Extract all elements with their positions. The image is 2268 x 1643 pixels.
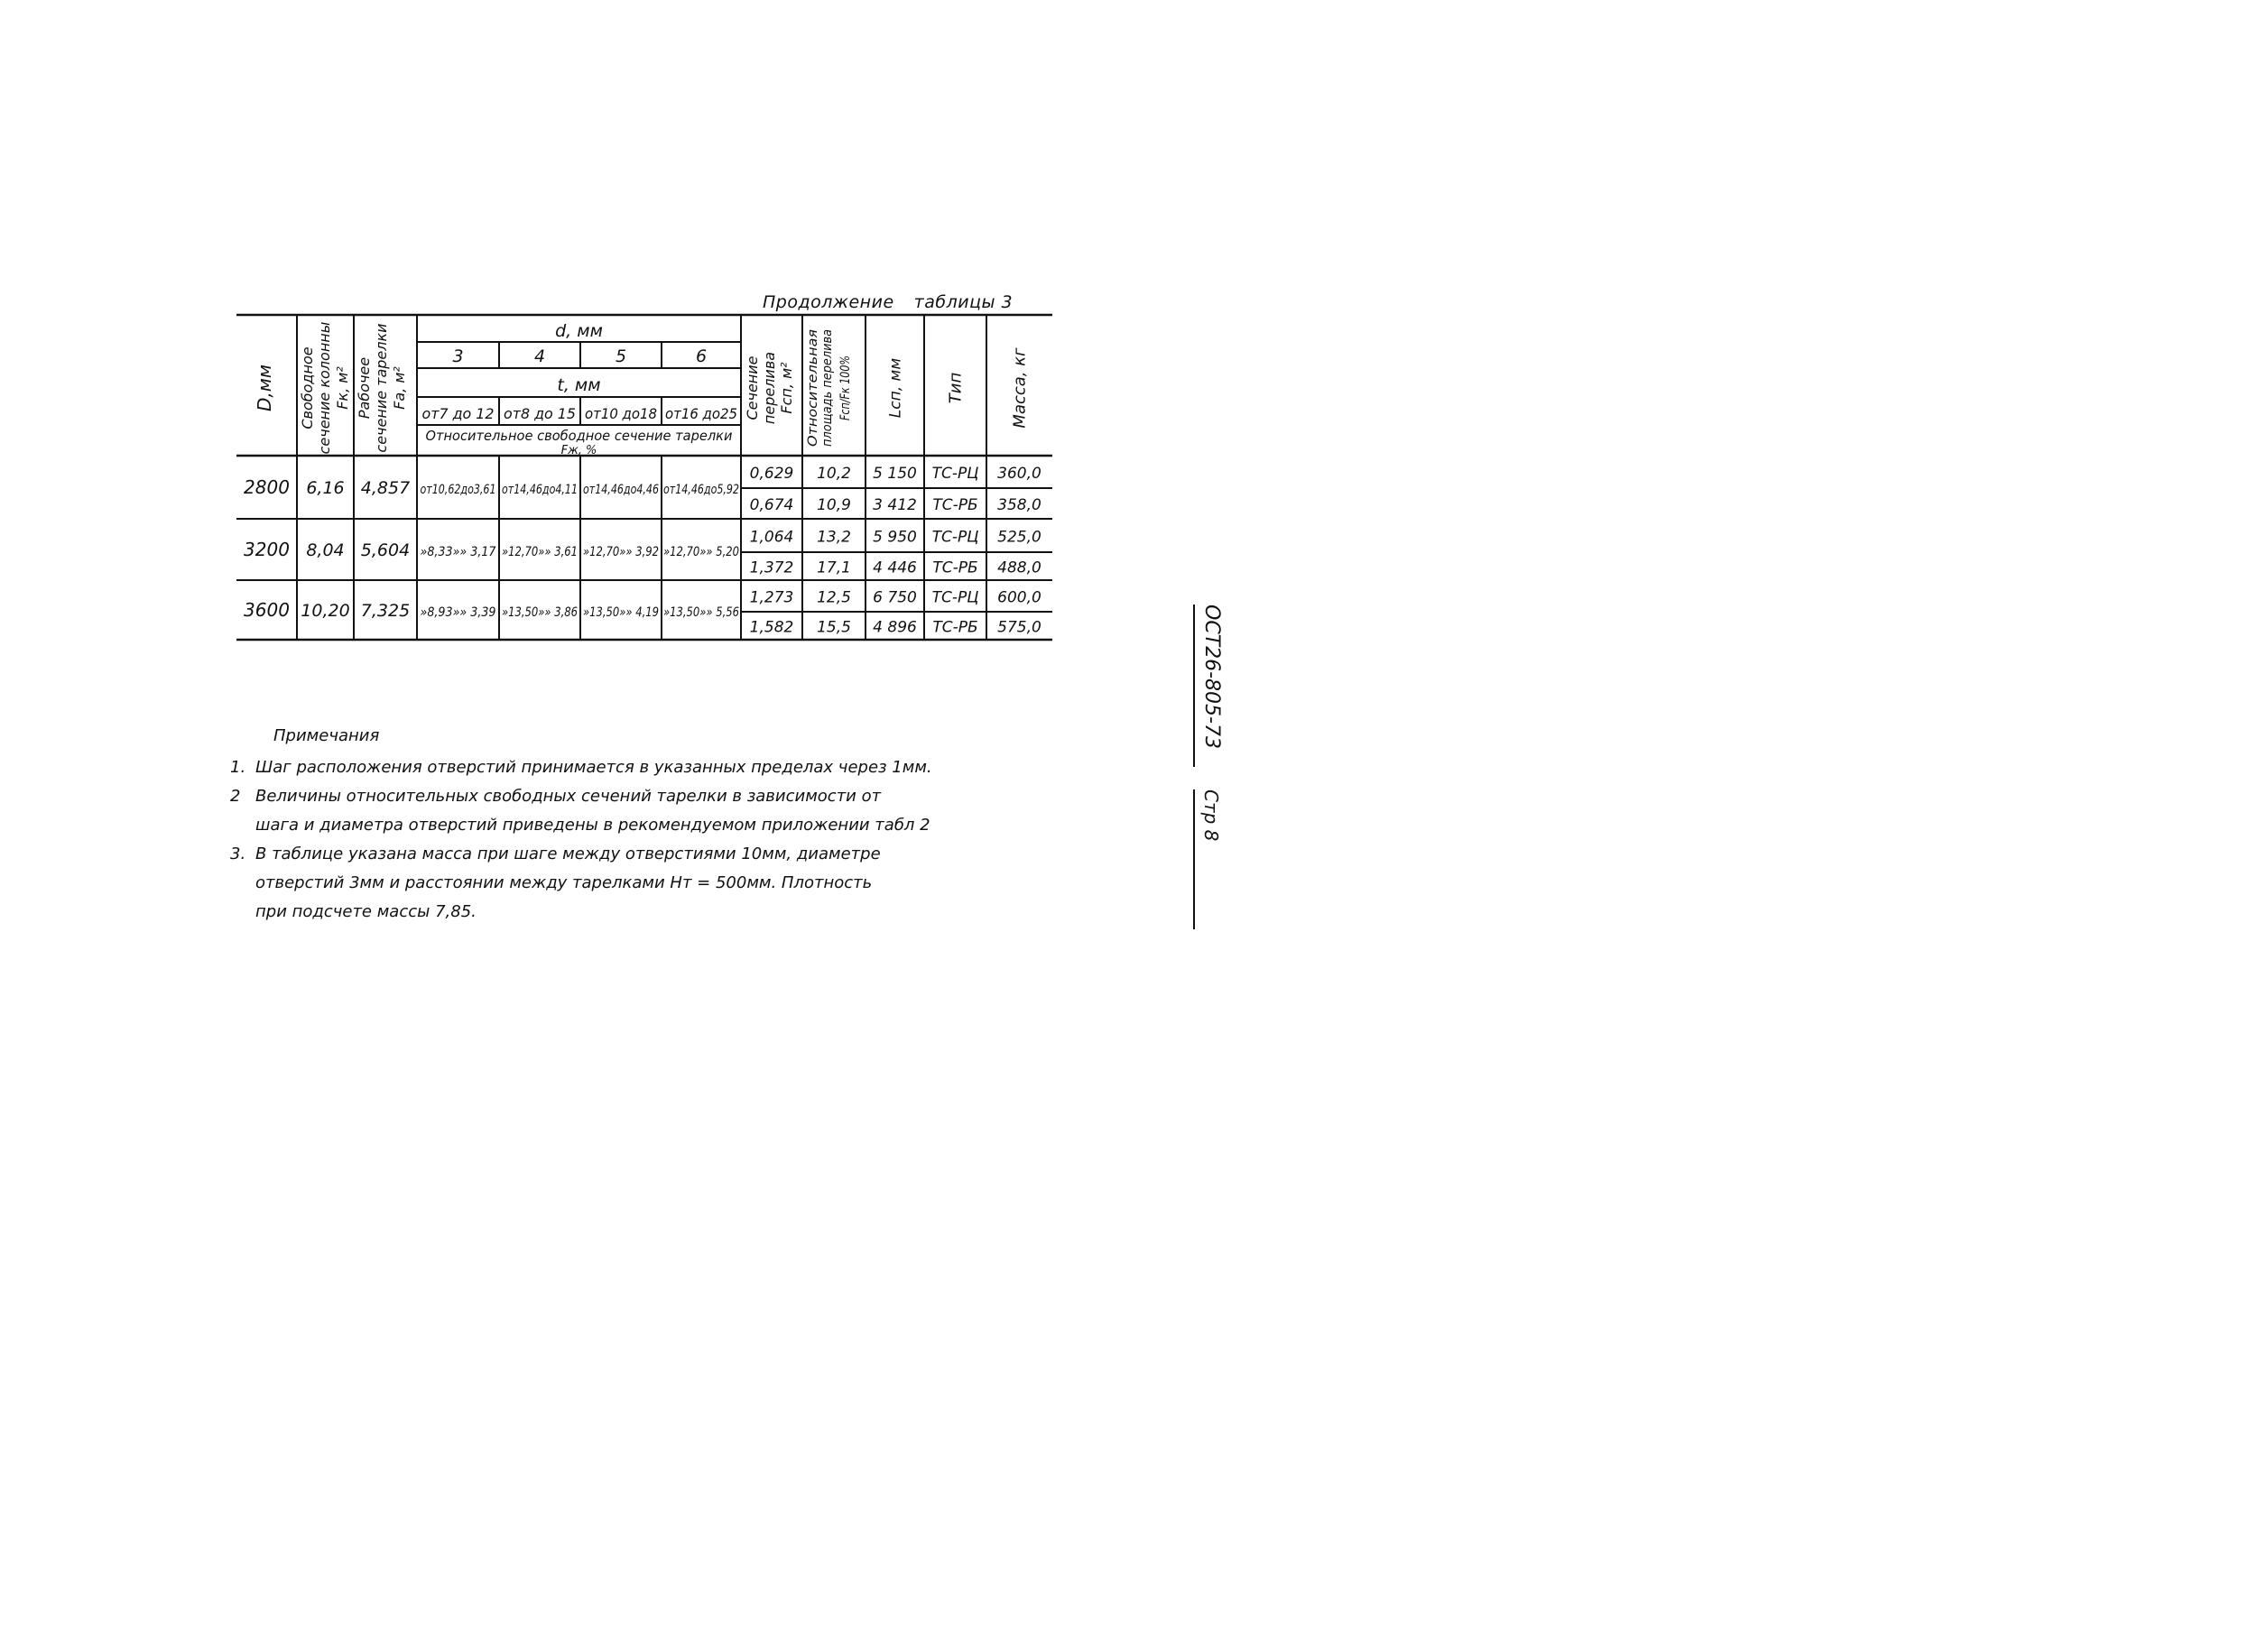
header-tray-working-section: Рабочее (356, 356, 373, 420)
cell-mass: 358,0 (997, 496, 1041, 514)
cell-mass: 575,0 (997, 618, 1041, 637)
header-d-value: 4 (533, 346, 546, 366)
note-text: Шаг расположения отверстий принимается в указанных пределах через 1мм. (255, 758, 932, 777)
cell-relative-free-section: от14,46до4,11 (502, 483, 578, 497)
header-tray-working-section: Fa, м² (391, 366, 408, 410)
header-overflow-section: Fсп, м² (778, 362, 795, 414)
header-column-free-section: сечение колонны (316, 321, 333, 455)
note-3-continuation: при подсчете массы 7,85. (255, 902, 477, 921)
note-3-continuation: отверстий 3мм и расстоянии между тарелками Hт = 500мм. Плотность (255, 873, 873, 892)
header-d-value: 5 (615, 346, 627, 366)
cell-mass: 360,0 (997, 465, 1041, 483)
caption-word-1: Продолжение (763, 292, 894, 312)
cell-relative-free-section: »13,50»» 3,86 (502, 605, 579, 620)
cell-type: ТС-РБ (932, 496, 978, 514)
header-type: Тип (946, 372, 966, 404)
cell-diameter: 3200 (244, 539, 290, 560)
header-pitch: t, мм (557, 375, 601, 395)
cell-relative-area: 10,9 (817, 496, 851, 514)
cell-overflow-section: 1,582 (749, 618, 794, 637)
header-d-value: 6 (695, 346, 708, 366)
cell-tray-working-section: 7,325 (360, 601, 411, 621)
header-column-free-section: Свободное (299, 346, 316, 429)
cell-overflow-length: 5 150 (873, 465, 917, 483)
header-pitch-range: от16 до25 (665, 405, 737, 422)
header-diameter: D,мм (254, 365, 275, 411)
cell-mass: 488,0 (997, 558, 1041, 577)
cell-overflow-length: 5 950 (873, 528, 917, 547)
cell-type: ТС-РБ (932, 558, 978, 577)
cell-relative-free-section: »8,93»» 3,39 (420, 605, 496, 620)
notes-title: Примечания (273, 726, 380, 745)
note-number: 2 (230, 787, 241, 806)
cell-overflow-section: 1,372 (749, 558, 794, 577)
cell-overflow-length: 4 446 (873, 558, 917, 577)
note-1 (230, 758, 932, 777)
cell-relative-free-section: от14,46до5,92 (663, 483, 740, 497)
cell-overflow-section: 0,674 (749, 496, 794, 514)
note-text: Величины относительных свободных сечений тарелки в зависимости от (255, 787, 882, 806)
cell-relative-area: 15,5 (817, 618, 851, 637)
note-3 (230, 845, 881, 863)
cell-relative-free-section: »8,33»» 3,17 (420, 545, 496, 559)
cell-relative-free-section: »12,70»» 3,92 (583, 545, 660, 559)
cell-relative-free-section: от14,46до4,46 (583, 483, 660, 497)
header-pitch-range: от10 до18 (585, 405, 657, 422)
header-relative-overflow-area: площадь перелива (820, 319, 835, 447)
cell-column-free-section: 6,16 (306, 478, 345, 498)
cell-relative-area: 10,2 (817, 465, 851, 483)
cell-type: ТС-РБ (932, 618, 978, 637)
cell-column-free-section: 8,04 (306, 540, 345, 560)
header-relative-overflow-area: Fсп/Fк 100% (838, 338, 853, 420)
cell-relative-free-section: »13,50»» 5,56 (663, 605, 740, 620)
header-pitch-range: от8 до 15 (504, 405, 576, 422)
cell-mass: 525,0 (997, 528, 1041, 547)
cell-tray-working-section: 5,604 (360, 540, 411, 560)
cell-overflow-section: 1,273 (749, 588, 794, 607)
cell-overflow-length: 4 896 (873, 618, 917, 637)
header-overflow-section: Сечение (744, 355, 761, 420)
cell-relative-area: 13,2 (817, 528, 851, 547)
cell-tray-working-section: 4,857 (360, 478, 411, 498)
header-tray-working-section: сечение тарелки (373, 323, 390, 453)
header-overflow-section: перелива (761, 351, 778, 425)
note-2 (230, 787, 881, 806)
cell-relative-free-section: »13,50»» 4,19 (583, 605, 660, 620)
caption-word-2: таблицы 3 (913, 292, 1014, 312)
cell-mass: 600,0 (997, 588, 1041, 607)
cell-overflow-section: 0,629 (749, 465, 794, 483)
cell-type: ТС-РЦ (931, 588, 979, 607)
cell-diameter: 3600 (244, 599, 290, 621)
cell-type: ТС-РЦ (931, 528, 979, 547)
cell-relative-free-section: »12,70»» 3,61 (502, 545, 578, 559)
cell-relative-area: 12,5 (817, 588, 851, 607)
note-number: 1. (230, 758, 246, 777)
note-text: В таблице указана масса при шаге между отверстиями 10мм, диаметре (255, 845, 881, 863)
note-number: 3. (230, 845, 246, 863)
cell-overflow-length: 3 412 (873, 496, 917, 514)
cell-overflow-section: 1,064 (749, 528, 794, 547)
header-fzh-unit: Fж, % (560, 444, 597, 457)
side-stamp (1193, 605, 1229, 929)
header-mass: Масса, кг (1010, 347, 1030, 429)
header-relative-free-section: Относительное свободное сечение тарелки (425, 428, 733, 444)
header-hole-diameter: d, мм (555, 321, 603, 341)
cell-overflow-length: 6 750 (873, 588, 917, 607)
header-pitch-range: от7 до 12 (421, 405, 495, 422)
header-relative-overflow-area: Относительная (806, 344, 820, 447)
cell-relative-free-section: от10,62до3,61 (420, 483, 496, 497)
header-column-free-section: Fк, м² (334, 366, 351, 410)
header-d-value: 3 (452, 346, 464, 366)
cell-relative-free-section: »12,70»» 5,20 (663, 545, 740, 559)
document-code: ОСТ26-805-73 (1193, 605, 1226, 767)
page-number: Стр 8 (1193, 789, 1226, 929)
cell-relative-area: 17,1 (817, 558, 851, 577)
cell-diameter: 2800 (244, 476, 290, 498)
cell-column-free-section: 10,20 (301, 601, 350, 621)
note-2-continuation: шага и диаметра отверстий приведены в рекомендуемом приложении табл 2 (255, 816, 930, 835)
cell-type: ТС-РЦ (931, 465, 979, 483)
header-overflow-length: Lсп, мм (886, 357, 905, 419)
